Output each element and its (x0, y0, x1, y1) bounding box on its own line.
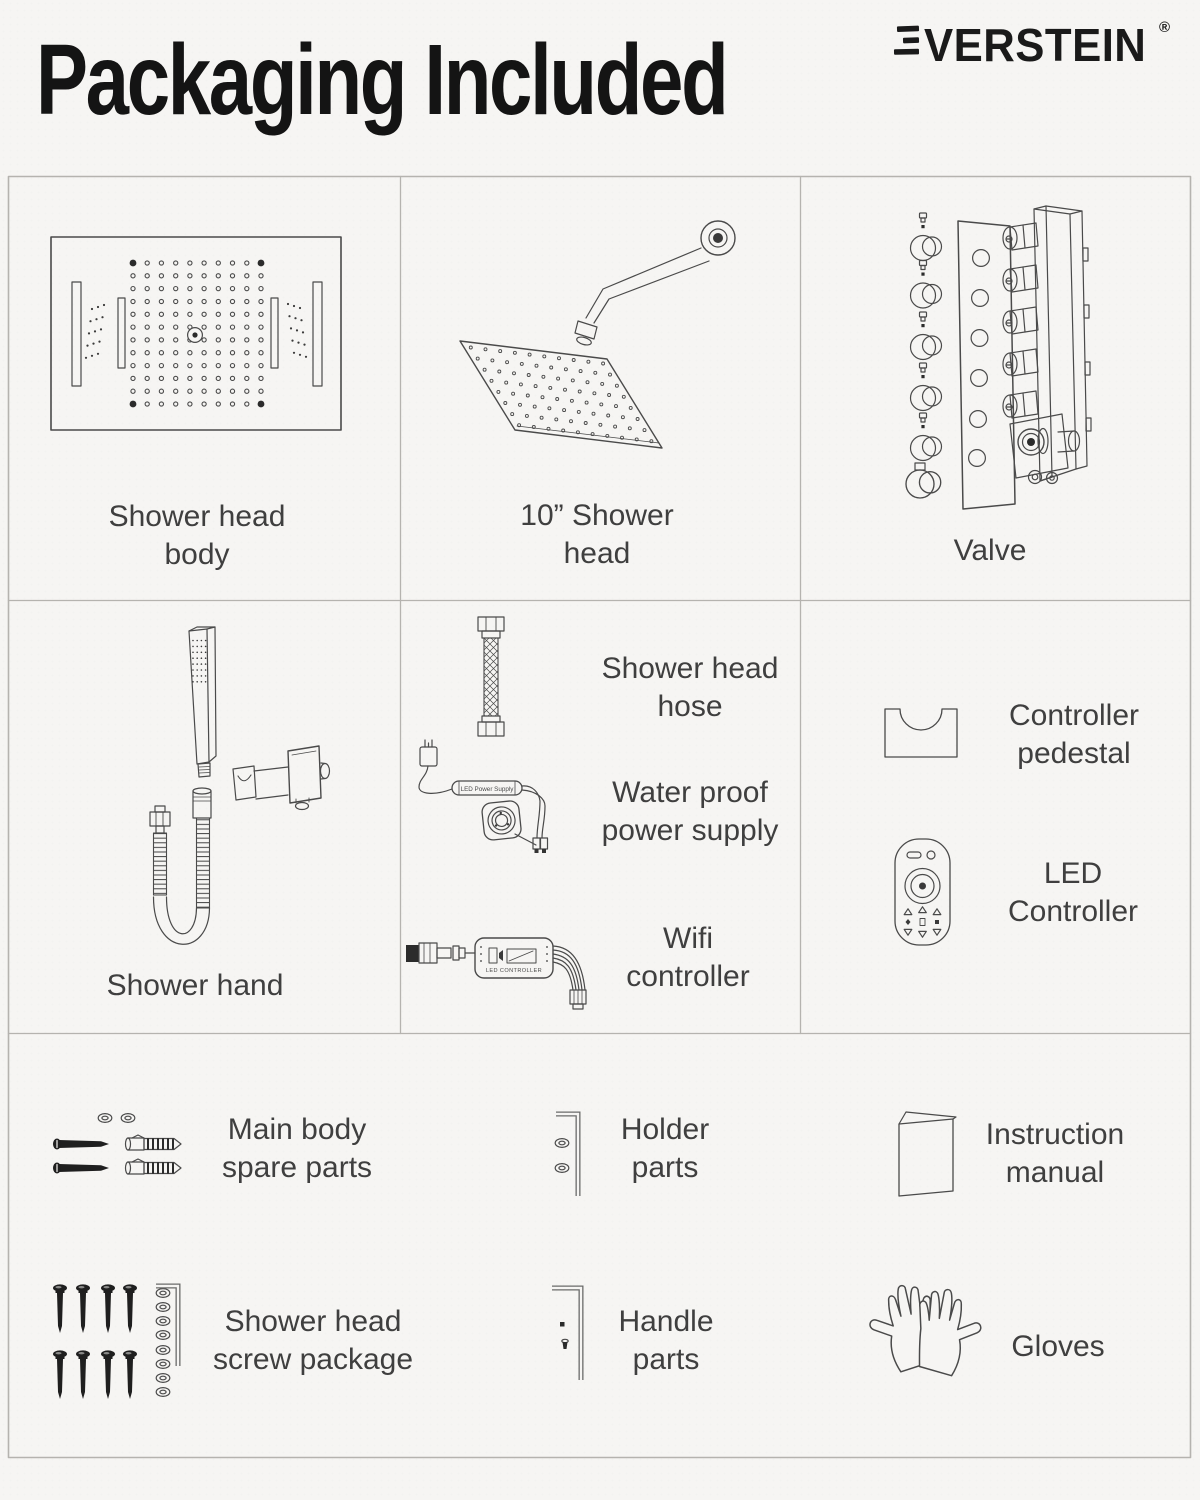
wifi-controller-drawing (406, 938, 586, 1009)
led-controller-remote-drawing (895, 839, 950, 945)
gloves-drawing (861, 1278, 988, 1379)
power-supply-box-label: LED Power Supply (460, 786, 514, 793)
label-main-body-spare-parts: Main body spare parts (221, 1113, 373, 1184)
shower-head-10-drawing (460, 221, 735, 448)
controller-box-label: LED CONTROLLER (485, 968, 543, 974)
label-instruction-manual: Instruction manual (985, 1118, 1125, 1189)
label-shower-head-screw-package: Shower head screw package (212, 1305, 414, 1376)
handle-parts-drawing (552, 1288, 581, 1380)
label-shower-hand: Shower hand (106, 969, 284, 1002)
label-shower-head-hose: Shower head hose (601, 652, 779, 723)
registered-mark: ® (1158, 19, 1170, 36)
power-supply-drawing (419, 740, 548, 853)
screw-package-drawing (53, 1284, 178, 1399)
label-controller-pedestal: Controller pedestal (1008, 699, 1140, 770)
label-water-proof-power-supply: Water proof power supply (601, 776, 779, 847)
label-valve: Valve (953, 534, 1027, 567)
valve-drawing (906, 206, 1091, 509)
controller-pedestal-drawing (885, 709, 957, 757)
shower-head-body-drawing (51, 237, 341, 430)
instruction-manual-drawing (899, 1112, 956, 1196)
holder-parts-drawing (555, 1114, 578, 1196)
brand-name: VERSTEIN (923, 19, 1147, 71)
page-title: Packaging Included (36, 24, 727, 136)
label-led-controller: LED Controller (1007, 857, 1139, 928)
shower-head-hose-drawing (478, 617, 504, 736)
label-holder-parts: Holder parts (620, 1113, 710, 1184)
main-body-spare-parts-drawing (53, 1114, 181, 1174)
label-shower-head-10: 10” Shower head (520, 499, 674, 570)
label-handle-parts: Handle parts (618, 1305, 714, 1376)
label-gloves: Gloves (1011, 1330, 1105, 1363)
label-wifi-controller: Wifi controller (626, 922, 750, 993)
label-shower-head-body: Shower head body (108, 500, 286, 571)
shower-hand-drawing (150, 627, 330, 944)
